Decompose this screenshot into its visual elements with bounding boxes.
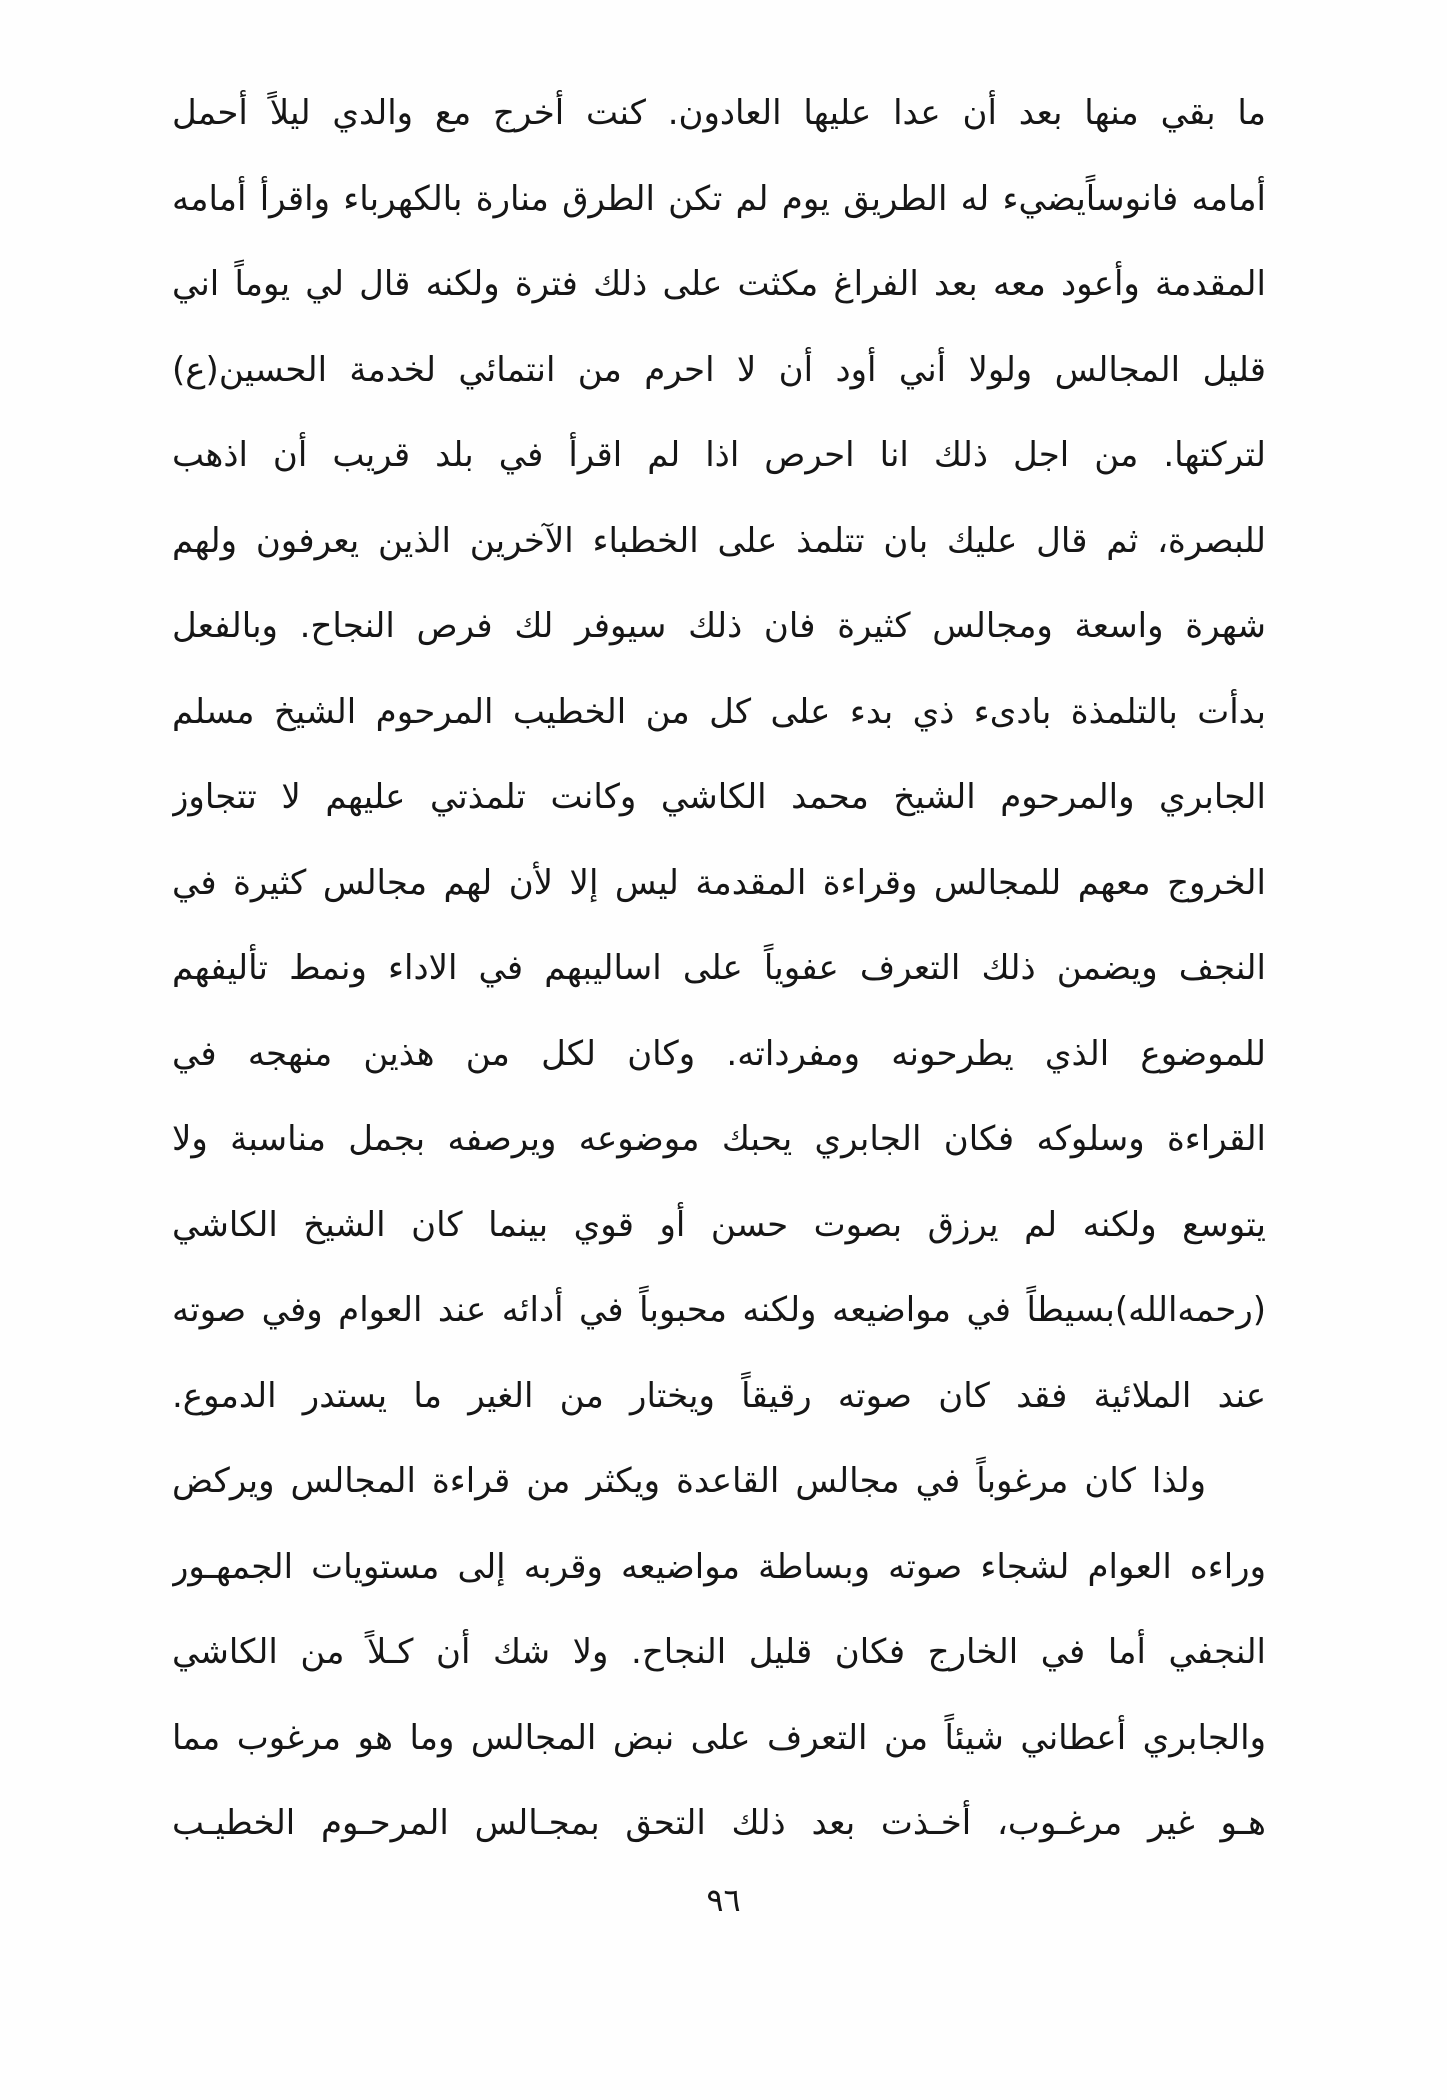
text-line (172, 841, 1266, 927)
text-line-content: بدأت بالتلمذة بادىء ذي بدء على كل من الخطيب المرحوم الشيخ مسلم (172, 691, 1266, 732)
text-line-content: ولذا كان مرغوباً في مجالس القاعدة ويكثر من قراءة المجالس ويركض (172, 1461, 1206, 1501)
text-line-content: وراءه العوام لشجاء صوته وبساطة مواضيعه وقربه إلى مستويات الجمهـور (172, 1546, 1266, 1587)
text-line-paragraph-start (172, 1439, 1266, 1525)
body-text (172, 71, 1266, 1867)
text-line-content: للبصرة، ثم قال عليك بان تتلمذ على الخطباء الآخرين الذين يعرفون ولهم (172, 520, 1266, 561)
text-line-content: شهرة واسعة ومجالس كثيرة فان ذلك سيوفر لك فرص النجاح. وبالفعل (172, 606, 1266, 646)
text-line-content: ما بقي منها بعد أن عدا عليها العادون. كنت أخرج مع والدي ليلاً أحمل (172, 93, 1266, 133)
text-line-content: القراءة وسلوكه فكان الجابري يحبك موضوعه ويرصفه بجمل مناسبة ولا (172, 1119, 1266, 1159)
text-line-content: للموضوع الذي يطرحونه ومفرداته. وكان لكل من هذين منهجه في (172, 1033, 1266, 1074)
text-line (172, 926, 1266, 1012)
text-line (172, 1097, 1266, 1183)
text-line (172, 1525, 1266, 1611)
text-line (172, 157, 1266, 243)
text-line (172, 1268, 1266, 1354)
text-line-content: الخروج معهم للمجالس وقراءة المقدمة ليس إلا لأن لهم مجالس كثيرة في (172, 862, 1266, 903)
text-line-content: الجابري والمرحوم الشيخ محمد الكاشي وكانت تلمذتي عليهم لا تتجاوز (172, 777, 1266, 817)
text-line (172, 1781, 1266, 1867)
text-line (172, 670, 1266, 756)
text-line (172, 1610, 1266, 1696)
text-line-content: يتوسع ولكنه لم يرزق بصوت حسن أو قوي بينما كان الشيخ الكاشي (172, 1204, 1266, 1245)
text-line (172, 413, 1266, 499)
text-line (172, 1696, 1266, 1782)
text-line (172, 1183, 1266, 1269)
text-line-content: لتركتها. من اجل ذلك انا احرص اذا لم اقرأ في بلد قريب أن اذهب (172, 435, 1266, 475)
text-line-content: هـو غير مرغـوب، أخـذت بعد ذلك التحق بمجـالس المرحـوم الخطيـب (172, 1803, 1266, 1843)
page-number: ٩٦ (706, 1881, 741, 1919)
text-line (172, 499, 1266, 585)
text-line (172, 242, 1266, 328)
text-line (172, 328, 1266, 414)
text-line-paragraph-end (172, 1354, 1266, 1440)
text-line (172, 1012, 1266, 1098)
text-line-content: قليل المجالس ولولا أني أود أن لا احرم من انتمائي لخدمة الحسين(ع) (172, 349, 1266, 390)
text-line-content: النجف ويضمن ذلك التعرف عفوياً على اساليبهم في الاداء ونمط تأليفهم (172, 948, 1266, 988)
text-line (172, 71, 1266, 157)
text-line-content: عند الملائية فقد كان صوته رقيقاً ويختار من الغير ما يستدر الدموع. (172, 1375, 1266, 1416)
text-line-content: (رحمه‌الله)بسيطاً في مواضيعه ولكنه محبوباً في أدائه عند العوام وفي صوته (172, 1290, 1266, 1330)
text-line-content: النجفي أما في الخارج فكان قليل النجاح. ولا شك أن كـلاً من الكاشي (172, 1632, 1266, 1672)
text-line (172, 584, 1266, 670)
text-line-content: أمامه فانوساًيضيء له الطريق يوم لم تكن الطرق منارة بالكهرباء واقرأ أمامه (172, 178, 1266, 219)
text-line-content: المقدمة وأعود معه بعد الفراغ مكثت على ذلك فترة ولكنه قال لي يوماً اني (172, 264, 1266, 304)
text-line (172, 755, 1266, 841)
text-line-content: والجابري أعطاني شيئاً من التعرف على نبض المجالس وما هو مرغوب مما (172, 1717, 1266, 1758)
